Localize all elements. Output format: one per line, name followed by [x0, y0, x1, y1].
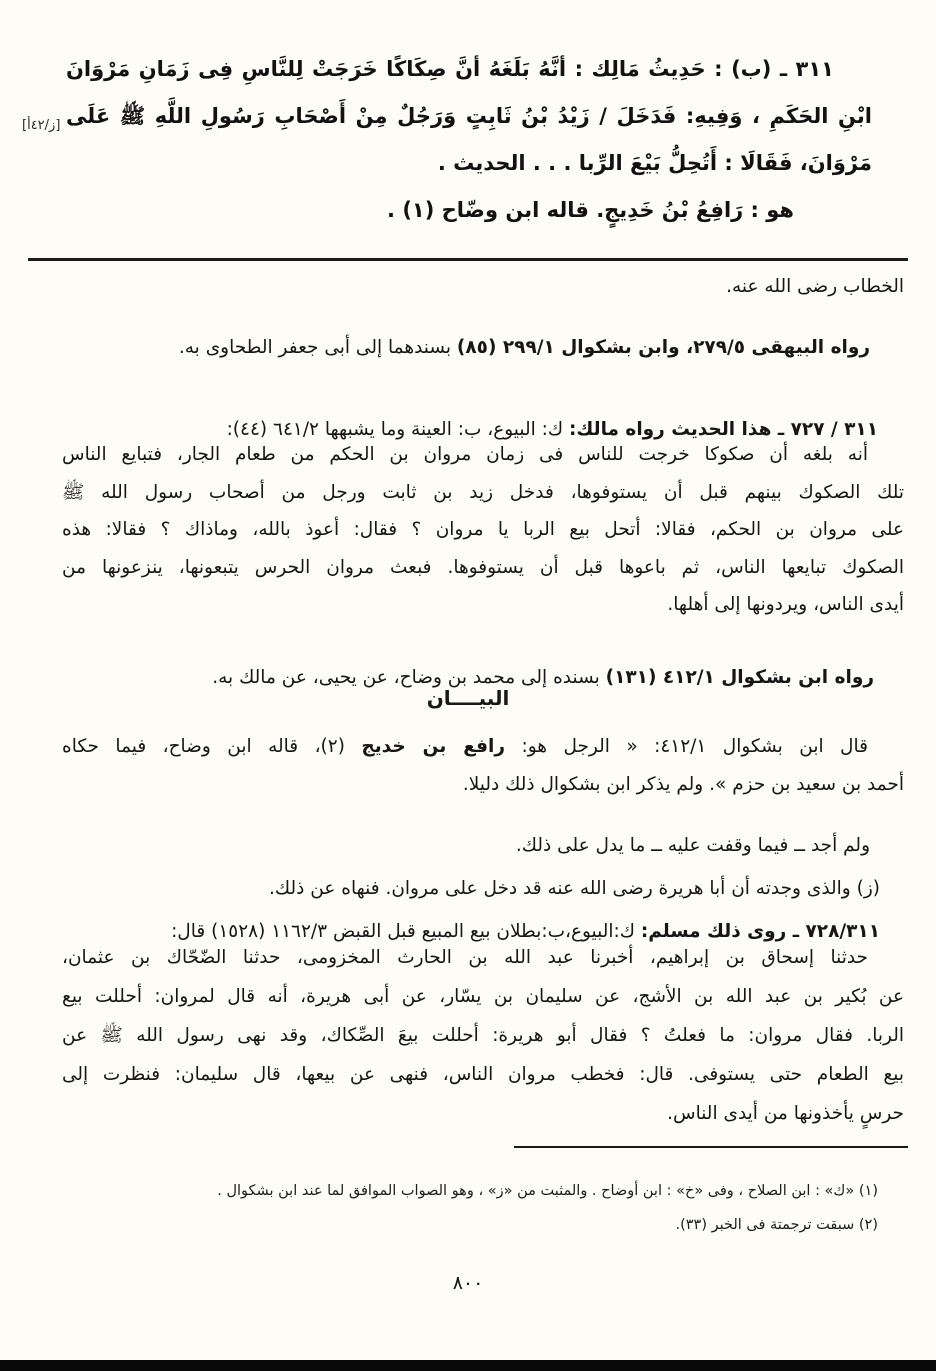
matn-line-3: على مروان بن الحكم، فقالا: أتحل بيع الربا يا مروان ؟ فقال: أعوذ بالله، وماذاك ؟ فقالا: هذه [62, 519, 904, 540]
bayan-p1-line1 [62, 728, 904, 766]
takhrij-rest: بسندهما إلى أبى جعفر الطحاوى به. [178, 336, 457, 358]
matn-line-2: تلك الصكوك بينهم قبل أن يستوفوها، فدخل زيد بن ثابت ورجل من أصحاب رسول الله ﷺ [62, 481, 904, 503]
muslim-line-4: بيع الطعام حتى يستوفى. قال: فخطب مروان الناس، فنهى عن بيعها، قال سليمان: فنظرت إلى [62, 1064, 904, 1085]
hadith-header-line2: ابْنِ الحَكَمِ ، وَفِيهِ: فَدَخَلَ / زَيْدُ بْنُ ثَابِتٍ وَرَجُلٌ مِنْ أَصْحَابِ رَسُولِ اللَّهِ ﷺ عَلَى [66, 104, 872, 128]
takhrij-paragraph [62, 329, 904, 366]
bayan-section-heading: البيــــان [426, 686, 510, 710]
matn-line-5: أيدى الناس، ويردونها إلى أهلها. [667, 594, 904, 615]
bayan-paragraph-2: ولم أجد ــ فيما وقفت عليه ــ ما يدل على ذلك. [515, 834, 870, 856]
matn-line-1: أنه بلغه أن صكوكا خرجت للناس فى زمان مروان بن الحكم من طعام الجار، فتبايع الناس [62, 444, 868, 465]
muslim-line-5: حرسٍ يأخذونها من أيدى الناس. [667, 1103, 904, 1124]
malik-riwaya-number-bold: ٣١١ / ٧٢٧ ـ هذا الحديث رواه مالك: [569, 418, 878, 440]
bayan-p1-line2: أحمد بن سعيد بن حزم ». ولم يذكر ابن بشكوال ذلك دليلا. [462, 774, 904, 795]
ibn-bashkuwal-bold: رواه ابن بشكوال ٤١٢/١ (١٣١) [605, 666, 874, 688]
muslim-line-1: حدثنا إسحاق بن إبراهيم، أخبرنا عبد الله بن الحارث المخزومى، حدثنا الضّحّاك بن عثمان، [62, 947, 868, 968]
hadith-header-line4: هو : رَافِعُ بْنُ خَدِيجٍ. قاله ابن وضّاح (١) . [387, 198, 794, 222]
bayan-paragraph-1 [62, 728, 904, 804]
hadith-header [66, 46, 872, 234]
header-divider-rule [28, 258, 908, 261]
malik-hadith-matn [62, 436, 904, 624]
footnote-2: (٢) سبقت ترجمتة فى الخبر (٣٣). [675, 1216, 878, 1233]
bayan-p1-pre: قال ابن بشكوال ٤١٢/١: « الرجل هو: [505, 736, 868, 757]
matn-line-4: الصكوك تبايعها الناس، ثم باعوها قبل أن يستوفوها. فبعث مروان الحرس يتبعونها، ينزعونها من [62, 556, 904, 578]
folio-margin-note: [ز/٤٢أ] [22, 118, 61, 133]
muslim-hadith-text [62, 938, 904, 1133]
muslim-line-3: الربا. فقال مروان: ما فعلتُ ؟ فقال أبو هريرة: أحللت بيعَ الصِّكاك، وقد نهى رسول الله ﷺ عن [62, 1025, 904, 1046]
ibn-bashkuwal-rest: بسنده إلى محمد بن وضاح، عن يحيى، عن مالك به. [212, 666, 606, 688]
muslim-riwaya-number-bold: ٧٢٨/٣١١ ـ روى ذلك مسلم: [640, 920, 880, 942]
hadith-header-line3: مَرْوَانَ، فَقَالَا : أَتُحِلُّ بَيْعَ الرِّبا . . . الحديث . [437, 151, 872, 175]
continuation-line: الخطاب رضى الله عنه. [726, 276, 904, 297]
footnote-1: (١) «ك» : ابن الصلاح ، وفى «خ» : ابن أوضاح . والمثبت من «ز» ، وهو الصواب الموافق لما عند ابن بشكوال . [217, 1182, 878, 1199]
rafi-ibn-khadij-bold: رافع بن خديج [361, 736, 506, 757]
muslim-line-2: عن بُكير بن عبد الله بن الأشج، عن سليمان بن يسّار، عن أبى هريرة، أنه قال لمروان: أحللت بيع [62, 986, 904, 1007]
muslim-riwaya-reference: ك:البيوع،ب:بطلان بيع المبيع قبل القبض ١١٦٢/٣ (١٥٢٨) قال: [171, 920, 641, 942]
bayan-paragraph-3: (ز) والذى وجدته أن أبا هريرة رضى الله عنه قد دخل على مروان. فنهاه عن ذلك. [269, 877, 880, 899]
hadith-header-line1: ٣١١ ـ (ب) : حَدِيثُ مَالِك : أنَّهُ بَلَغَهُ أنَّ صِكَاكًا خَرَجَتْ لِلنَّاسِ فِى زَمَانِ مَرْوَانَ [66, 57, 834, 81]
page-number: ٨٠٠ [452, 1272, 484, 1294]
scan-edge-artifact [0, 1360, 936, 1371]
footnote-separator-rule [514, 1146, 908, 1148]
takhrij-sources-bold: رواه البيهقى ٢٧٩/٥، وابن بشكوال ٢٩٩/١ (٨٥) [456, 336, 870, 358]
bayan-p1-post: (٢)، قاله ابن وضاح، فيما حكاه [62, 736, 362, 757]
malik-riwaya-reference: ك: البيوع، ب: العينة وما يشبهها ٦٤١/٢ (٤٤): [226, 418, 569, 440]
